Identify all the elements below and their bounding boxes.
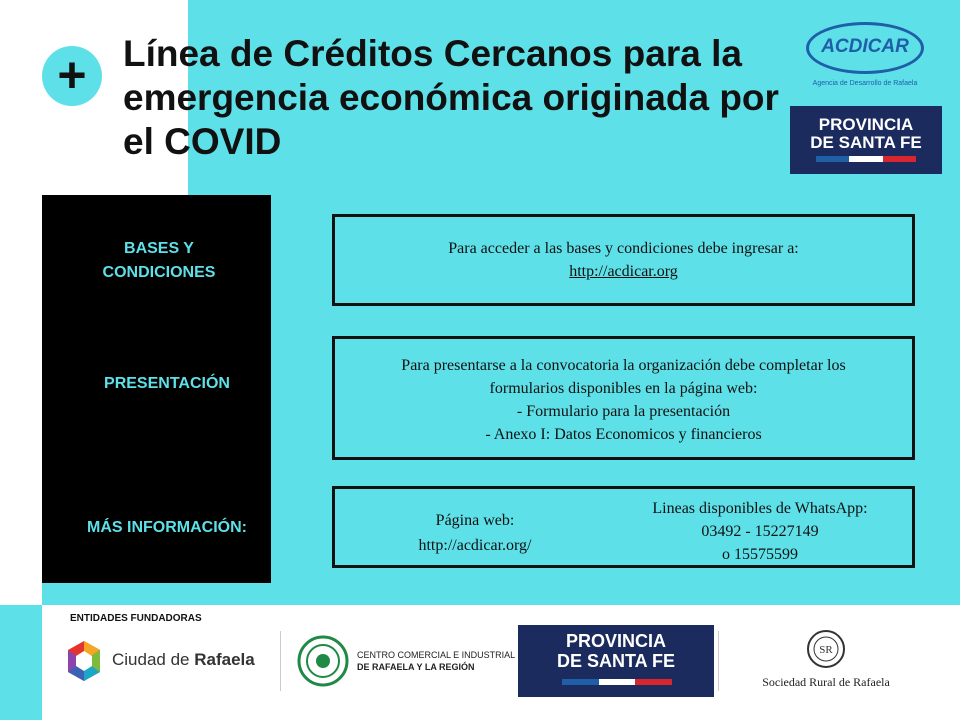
bases-link[interactable]: http://acdicar.org (569, 263, 678, 280)
santafe-logo-top (790, 106, 942, 174)
footer-logos (42, 625, 930, 697)
ciudad-text-1: Ciudad de (112, 650, 195, 669)
centro-comercial-text (357, 649, 515, 673)
acdicar-name: ACDICAR (821, 36, 909, 57)
plus-icon: + (42, 46, 102, 106)
ciudad-rafaela-text (112, 650, 255, 670)
acdicar-logo (800, 22, 940, 92)
pres-line-4: - Anexo I: Datos Economicos y financieros (485, 426, 762, 443)
pres-line-1: Para presentarse a la convocatoria la organización debe completar los (401, 357, 846, 374)
pres-line-2: formularios disponibles en la página web: (489, 380, 758, 397)
logo-divider-1 (280, 631, 281, 691)
centro-comercial-seal-icon (297, 635, 349, 687)
flag-stripe (816, 156, 916, 162)
entidades-label: ENTIDADES FUNDADORAS (70, 613, 202, 624)
whatsapp-line-1: 03492 - 15227149 (701, 523, 819, 540)
centro-comercial-logo (287, 625, 517, 697)
sociedad-rural-logo (722, 625, 930, 697)
pres-line-3: - Formulario para la presentación (516, 403, 731, 420)
page-title: Línea de Créditos Cercanos para la emergencia económica originada por el COVID (123, 33, 779, 162)
ciudad-rafaela-icon (62, 639, 106, 683)
sociedad-rural-seal-icon (806, 629, 846, 669)
flag-stripe-footer (562, 679, 672, 685)
sidebar-bases-label: BASES Y CONDICIONES (102, 240, 216, 281)
santafe-footer-line1: PROVINCIA (565, 631, 666, 651)
bases-text: Para acceder a las bases y condiciones debe ingresar a: (448, 240, 799, 257)
santafe-footer-line2: DE SANTA FE (556, 651, 675, 671)
ciudad-rafaela-logo (42, 625, 277, 697)
whatsapp-block (625, 497, 895, 566)
logo-divider-2 (718, 631, 719, 691)
info-box (332, 486, 915, 568)
web-block (375, 509, 575, 557)
santafe-logo-footer (518, 625, 714, 697)
svg-text:SR: SR (819, 644, 833, 656)
sociedad-rural-text: Sociedad Rural de Rafaela (762, 675, 890, 689)
bases-box (332, 214, 915, 306)
whatsapp-line-2: o 15575599 (722, 546, 798, 563)
whatsapp-label: Lineas disponibles de WhatsApp: (652, 500, 868, 517)
santafe-line1: PROVINCIA (818, 115, 914, 134)
web-url[interactable]: http://acdicar.org/ (418, 537, 532, 554)
presentacion-box (332, 336, 915, 460)
ciudad-text-2: Rafaela (194, 650, 255, 669)
centro-line-1: CENTRO COMERCIAL E INDUSTRIAL (357, 650, 516, 660)
santafe-footer-text (518, 631, 714, 671)
white-left-strip (0, 195, 42, 605)
sidebar-info-label: MÁS INFORMACIÓN: (87, 519, 247, 536)
sidebar (42, 195, 271, 583)
web-label: Página web: (435, 512, 515, 529)
acdicar-subtitle: Agencia de Desarrollo de Rafaela (812, 80, 918, 87)
centro-line-2: DE RAFAELA Y LA REGIÓN (357, 662, 475, 672)
santafe-line2: DE SANTA FE (810, 133, 922, 152)
santafe-text (790, 116, 942, 152)
sidebar-presentacion-label: PRESENTACIÓN (104, 375, 230, 392)
